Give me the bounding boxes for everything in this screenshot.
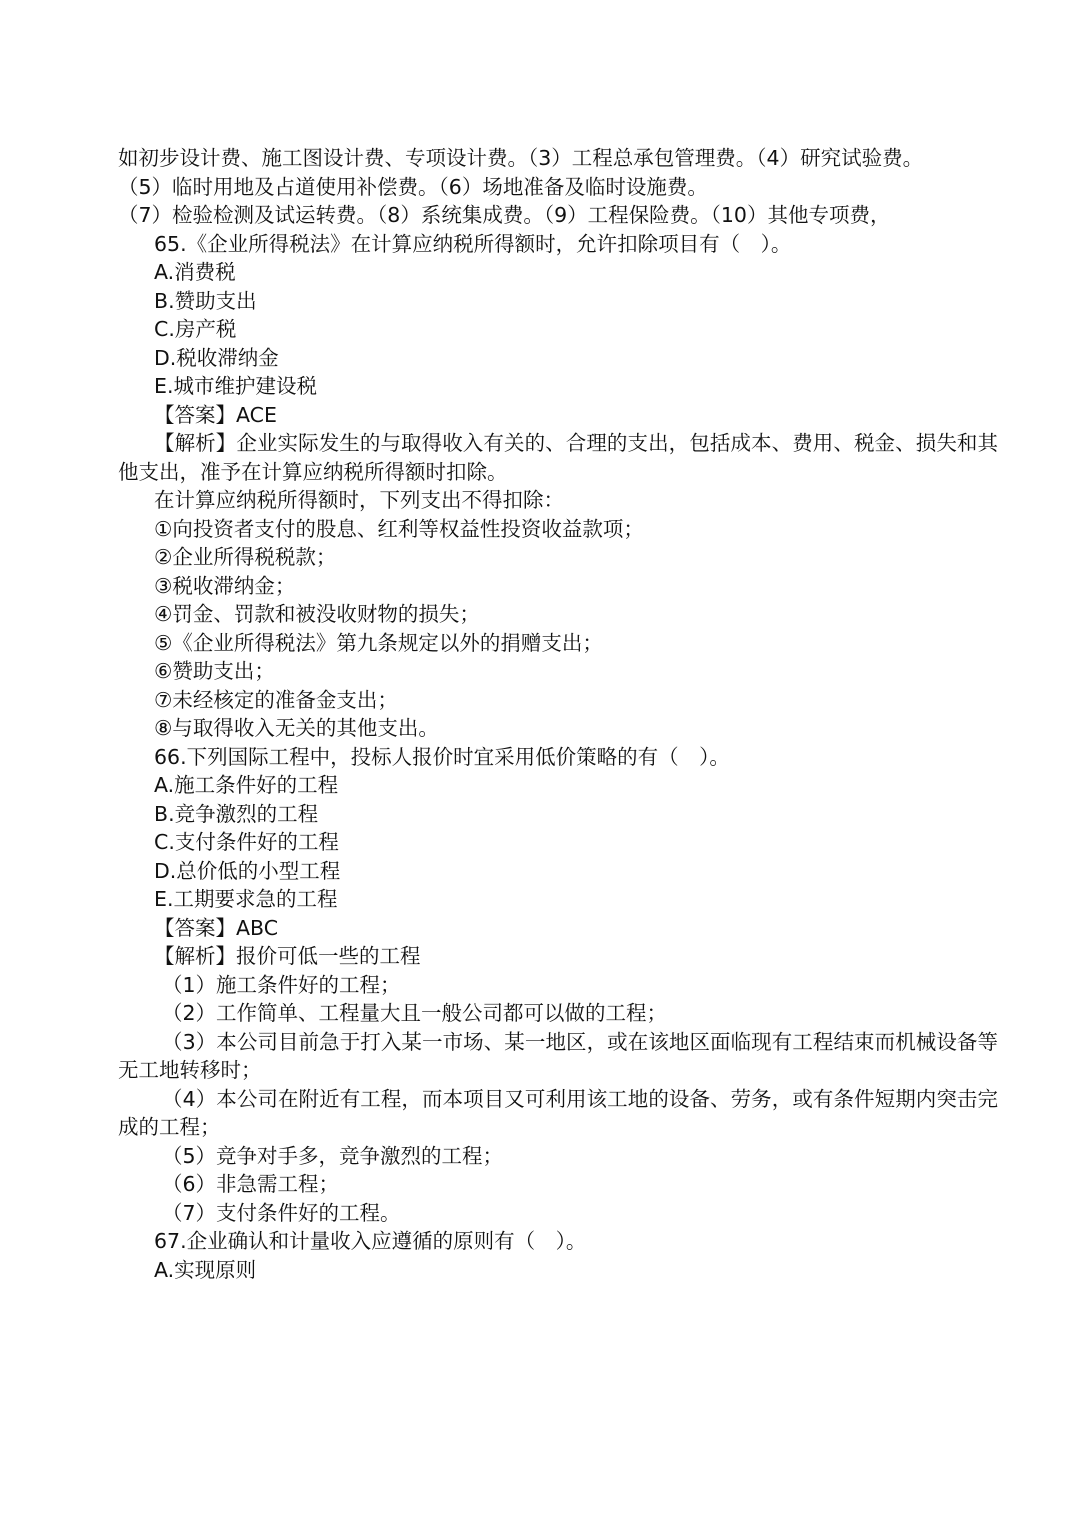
q65-item-8: ⑧与取得收入无关的其他支出。 [154, 716, 439, 740]
q66-item-3: （3）本公司目前急于打入某一市场、某一地区，或在该地区面临现有工程结束而机械设备等无工地转移时； [118, 1029, 998, 1082]
document-body [118, 144, 998, 1284]
q66-item-1: （1）施工条件好的工程； [162, 972, 401, 997]
q66-item-2: （2）工作简单、工程量大且一般公司都可以做的工程； [162, 1001, 668, 1025]
q66-item-5: （5）竞争对手多，竞争激烈的工程； [162, 1143, 504, 1168]
q65-item-2: ②企业所得税税款； [154, 545, 337, 569]
intro-line-1: 如初步设计费、施工图设计费、专项设计费。（3）工程总承包管理费。（4）研究试验费。 [118, 146, 924, 170]
q66-option-c: C.支付条件好的工程 [154, 830, 339, 854]
q66-option-e: E.工期要求急的工程 [154, 887, 338, 911]
q65-option-c: C.房产税 [154, 317, 237, 341]
intro-line-2: （5）临时用地及占道使用补偿费。（6）场地准备及临时设施费。 [118, 174, 708, 199]
intro-line-3: （7）检验检测及试运转费。（8）系统集成费。（9）工程保险费。（10）其他专项费， [118, 203, 891, 227]
q66-item-7: （7）支付条件好的工程。 [162, 1200, 401, 1225]
q65-analysis: 【解析】企业实际发生的与取得收入有关的、合理的支出，包括成本、费用、税金、损失和其他支出，准予在计算应纳税所得额时扣除。 [118, 431, 998, 484]
q66-item-6: （6）非急需工程； [162, 1172, 340, 1196]
q66-item-4: （4）本公司在附近有工程，而本项目又可利用该工地的设备、劳务，或有条件短期内突击完成的工程； [118, 1086, 998, 1139]
q65-item-6: ⑥赞助支出； [154, 659, 275, 683]
q66-option-d: D.总价低的小型工程 [154, 858, 341, 883]
q65-option-a: A.消费税 [154, 260, 236, 284]
q65-item-4: ④罚金、罚款和被没收财物的损失； [154, 602, 480, 626]
q66-option-a: A.施工条件好的工程 [154, 773, 339, 797]
q67-option-a: A.实现原则 [154, 1257, 257, 1282]
q65-option-d: D.税收滞纳金 [154, 345, 279, 370]
q66-analysis: 【解析】报价可低一些的工程 [154, 944, 421, 968]
q65-item-5: ⑤《企业所得税法》第九条规定以外的捐赠支出； [154, 630, 603, 655]
q65-option-e: E.城市维护建设税 [154, 374, 317, 398]
q65-item-1: ①向投资者支付的股息、红利等权益性投资收益款项； [154, 516, 644, 541]
q65-question: 65.《企业所得税法》在计算应纳税所得额时，允许扣除项目有（ ）。 [154, 231, 792, 256]
q65-answer: 【答案】ACE [154, 402, 277, 427]
q65-item-7: ⑦未经核定的准备金支出； [154, 687, 398, 712]
q67-question: 67.企业确认和计量收入应遵循的原则有（ ）。 [154, 1229, 587, 1253]
q66-answer: 【答案】ABC [154, 915, 279, 940]
q66-option-b: B.竞争激烈的工程 [154, 801, 319, 826]
q65-sub-intro: 在计算应纳税所得额时，下列支出不得扣除： [154, 488, 564, 512]
q65-item-3: ③税收滞纳金； [154, 573, 296, 598]
q65-option-b: B.赞助支出 [154, 288, 257, 313]
q66-question: 66.下列国际工程中，投标人报价时宜采用低价策略的有（ ）。 [154, 744, 730, 769]
